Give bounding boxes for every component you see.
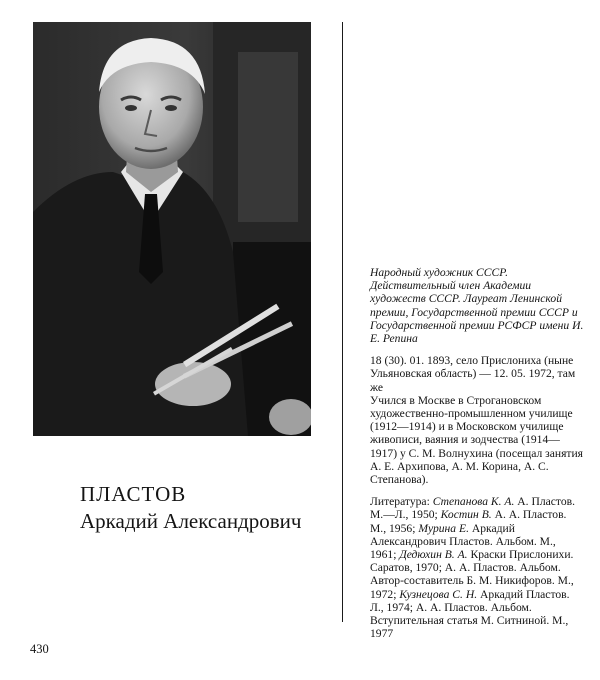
artist-heading	[80, 482, 301, 534]
lit-text-1: А. Пластов. М.—Л., 1950;	[370, 495, 575, 522]
literature-label: Литература:	[370, 495, 433, 509]
literature-list	[370, 495, 585, 640]
artist-given-names: Аркадий Александрович	[80, 509, 302, 534]
lit-text-2: А. А. Пластов. М., 1956;	[370, 508, 567, 535]
artist-titles: Народный художник СССР. Действительный член Академии художеств СССР. Лауреат Ленинской премии, Государственной премии СССР и Государственной премии РСФСР имени И. Е. Репина	[370, 266, 584, 346]
artist-biography	[370, 354, 585, 486]
lit-text-4: Краски Прислонихи. Саратов, 1970; А. А. Пластов. Альбом. Автор-составитель Б. М. Никифоров. М., 1972;	[370, 548, 574, 601]
lit-author-3: Мурина Е.	[418, 521, 469, 535]
portrait-photo	[33, 22, 311, 436]
lit-author-4: Дедюхин В. А.	[399, 548, 468, 562]
portrait-illustration	[33, 22, 311, 436]
artist-surname: ПЛАСТОВ	[80, 482, 187, 506]
lit-author-2: Костин В.	[440, 508, 492, 522]
column-divider	[342, 22, 343, 622]
biography-text: 18 (30). 01. 1893, село Прислониха (ныне Ульяновская область) — 12. 05. 1972, там же Учился в Москве в Строгановском художественно-промышленном училище (1912—1914) и в Московском училище живописи, ваяния и зодчества (1914—1917) у С. М. Волнухина (посещал занятия А. Е. Архипова, А. М. Корина, А. С. Степанова).	[370, 354, 584, 487]
lit-author-5: Кузнецова С. Н.	[399, 587, 478, 601]
lit-author-1: Степанова К. А.	[432, 495, 515, 509]
lit-text-5: Аркадий Пластов. Л., 1974; А. А. Пластов. Альбом. Вступительная статья М. Ситниной. М., 1977	[370, 587, 570, 641]
artist-info	[370, 266, 585, 649]
lit-text-3: Аркадий Александрович Пластов. Альбом. М., 1961;	[370, 521, 556, 562]
page-number: 430	[30, 642, 49, 656]
